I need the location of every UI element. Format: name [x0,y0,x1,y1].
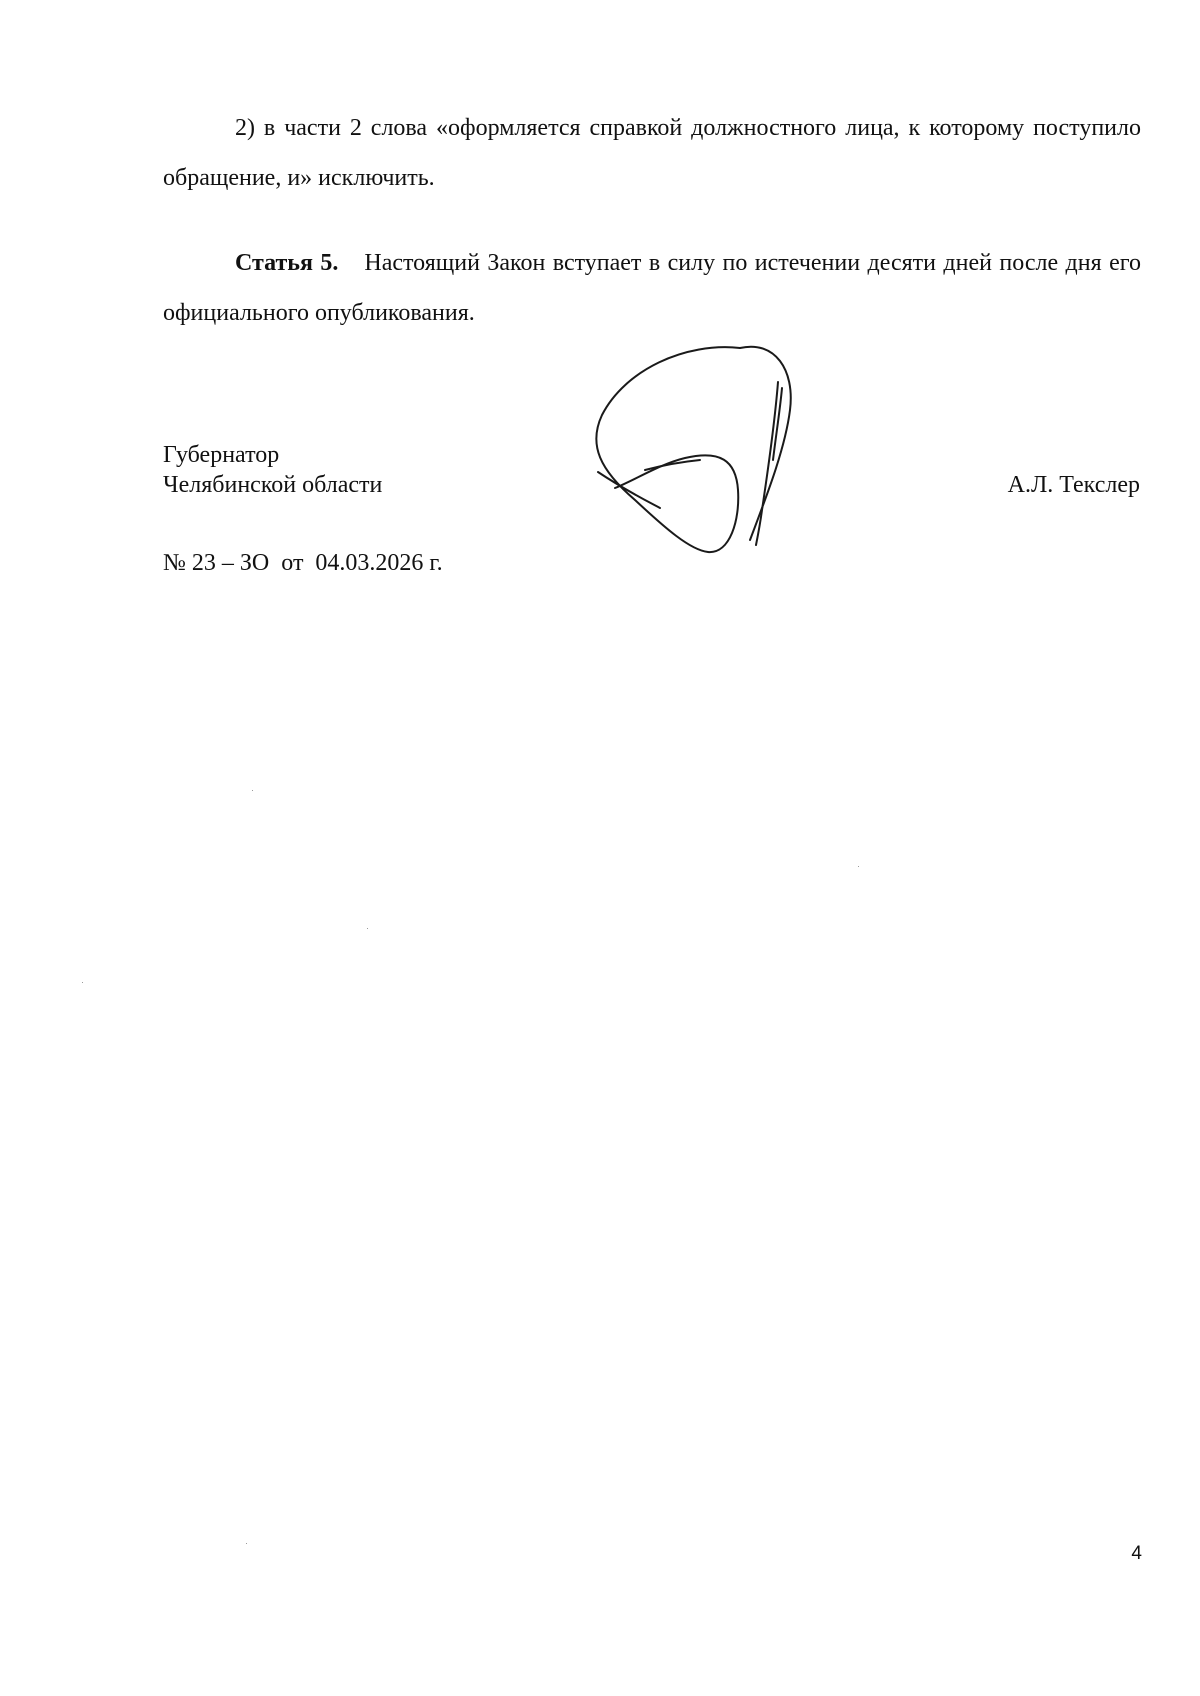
signer-title-line-1: Губернатор [163,442,280,468]
scan-speck [252,790,253,791]
page-number: 4 [1131,1543,1142,1564]
signer-name: А.Л. Текслер [1007,472,1140,498]
handwritten-signature [590,340,810,570]
article-5-label: Статья 5. [235,250,339,276]
scan-speck [858,866,859,867]
scan-speck [82,982,83,983]
scan-speck [246,1543,247,1544]
article-5-paragraph [163,238,1141,338]
signer-title-line-2: Челябинской области [163,472,383,498]
paragraph-amendment: 2) в части 2 слова «оформляется справкой должностного лица, к которому поступило обращение, и» исключить. [163,115,1141,191]
signer-title [163,440,382,500]
scan-speck [367,928,368,929]
article-5-text: Настоящий Закон вступает в силу по истечении десяти дней после дня его официального опубликования. [163,250,1141,326]
law-number-date: № 23 – ЗО от 04.03.2026 г. [163,550,443,576]
